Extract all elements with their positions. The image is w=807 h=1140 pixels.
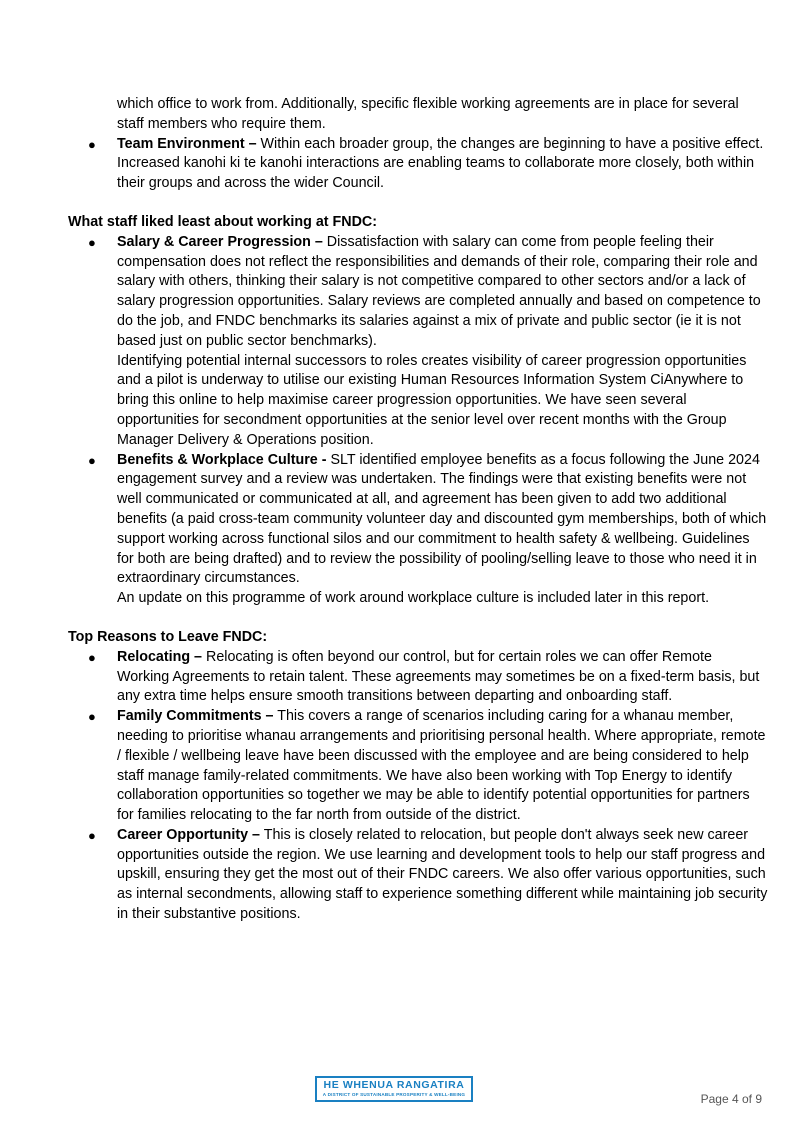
- intro-list: [68, 135, 768, 194]
- document-body: [68, 95, 768, 925]
- bullet-icon: ●: [88, 649, 96, 665]
- item-label: Team Environment –: [117, 135, 257, 152]
- footer-logo: [315, 1076, 473, 1102]
- list-item-family: [68, 707, 768, 826]
- reasons-leave-list: [68, 648, 768, 925]
- logo-title: HE WHENUA RANGATIRA: [323, 1079, 465, 1091]
- list-item-career: [68, 826, 768, 925]
- section-heading-reasons-leave: Top Reasons to Leave FNDC:: [68, 628, 268, 645]
- item-text: This is closely related to relocation, but people don't always seek new career opportunities outside the region. We use learning and development tools to help our staff progress and upskill, ensuring they get the most out of their FNDC careers. We also offer various opportunities, such as internal secondments, allowing staff to experience something different while maintaining job security in their substantive positions.: [117, 826, 768, 923]
- continued-paragraph: which office to work from. Additionally, specific flexible working agreements are in place for several staff members who require them.: [117, 96, 739, 132]
- item-extra-paragraph: Identifying potential internal successors to roles creates visibility of career progression opportunities and a pilot is underway to utilise our existing Human Resources Information System CiAnywhere to bring this online to help maximise career progression opportunities. We have seen several opportunities for secondment opportunities at the senior level over recent months with the Group Manager Delivery & Operations position.: [117, 352, 747, 448]
- logo-tagline: A DISTRICT OF SUSTAINABLE PROSPERITY & WELL-BEING: [322, 1092, 466, 1097]
- list-item-salary: [68, 233, 768, 451]
- item-text: Relocating is often beyond our control, but for certain roles we can offer Remote Working Agreements to retain talent. These agreements may sometimes be on a fixed-term basis, but any extra time helps ensure smooth transitions between departing and onboarding staff.: [117, 648, 760, 705]
- item-text: This covers a range of scenarios including caring for a whanau member, needing to prioritise whanau arrangements and prioritising personal health. Where appropriate, remote / flexible / wellbeing leave have been discussed with the employee and are being considered to help staff manage family-related commitments. We have also been working with Top Energy to identify collaboration opportunities so together we may be able to identify potential opportunities for partners for families relocating to the far north from outside of the district.: [117, 708, 766, 824]
- liked-least-list: [68, 233, 768, 609]
- item-text: Dissatisfaction with salary can come from people feeling their compensation does not reflect the responsibilities and demands of their role, comparing their role and salary with others, thinking their salary is not competitive compared to other sectors and/or a lack of salary progression opportunities. Salary reviews are completed annually and based on competence to do the job, and FNDC benchmarks its salaries against a mix of private and public sector (ie it is not based just on public sector benchmarks).: [117, 233, 761, 349]
- item-label: Relocating –: [117, 648, 203, 665]
- item-label: Family Commitments –: [117, 708, 274, 725]
- bullet-icon: ●: [88, 452, 96, 468]
- bullet-icon: ●: [88, 827, 96, 843]
- list-item-team-environment: [68, 135, 768, 194]
- bullet-icon: ●: [88, 234, 96, 250]
- bullet-icon: ●: [88, 709, 96, 725]
- list-item-relocating: [68, 648, 768, 707]
- item-label: Career Opportunity –: [117, 826, 260, 843]
- bullet-icon: ●: [88, 136, 96, 152]
- item-label: Salary & Career Progression –: [117, 233, 323, 250]
- section-heading-liked-least: What staff liked least about working at FNDC:: [68, 213, 377, 230]
- item-label: Benefits & Workplace Culture -: [117, 451, 327, 468]
- list-item-benefits: [68, 451, 768, 609]
- item-text: Within each broader group, the changes are beginning to have a positive effect. Increased kanohi ki te kanohi interactions are enabling teams to collaborate more closely, both within their groups and across the wider Council.: [117, 135, 764, 192]
- page-number: Page 4 of 9: [700, 1092, 762, 1106]
- item-extra-paragraph: An update on this programme of work around workplace culture is included later in this report.: [117, 590, 710, 607]
- item-text: SLT identified employee benefits as a focus following the June 2024 engagement survey and a review was undertaken. The findings were that existing benefits were not well communicated or communicated at all, and agreement has been given to add two additional benefits (a paid cross-team community volunteer day and discounted gym memberships, both of which support working across functional silos and our commitment to health safety & wellbeing. Guidelines for both are being drafted) and to review the possibility of pooling/selling leave to those who need it in extraordinary circumstances.: [117, 451, 767, 587]
